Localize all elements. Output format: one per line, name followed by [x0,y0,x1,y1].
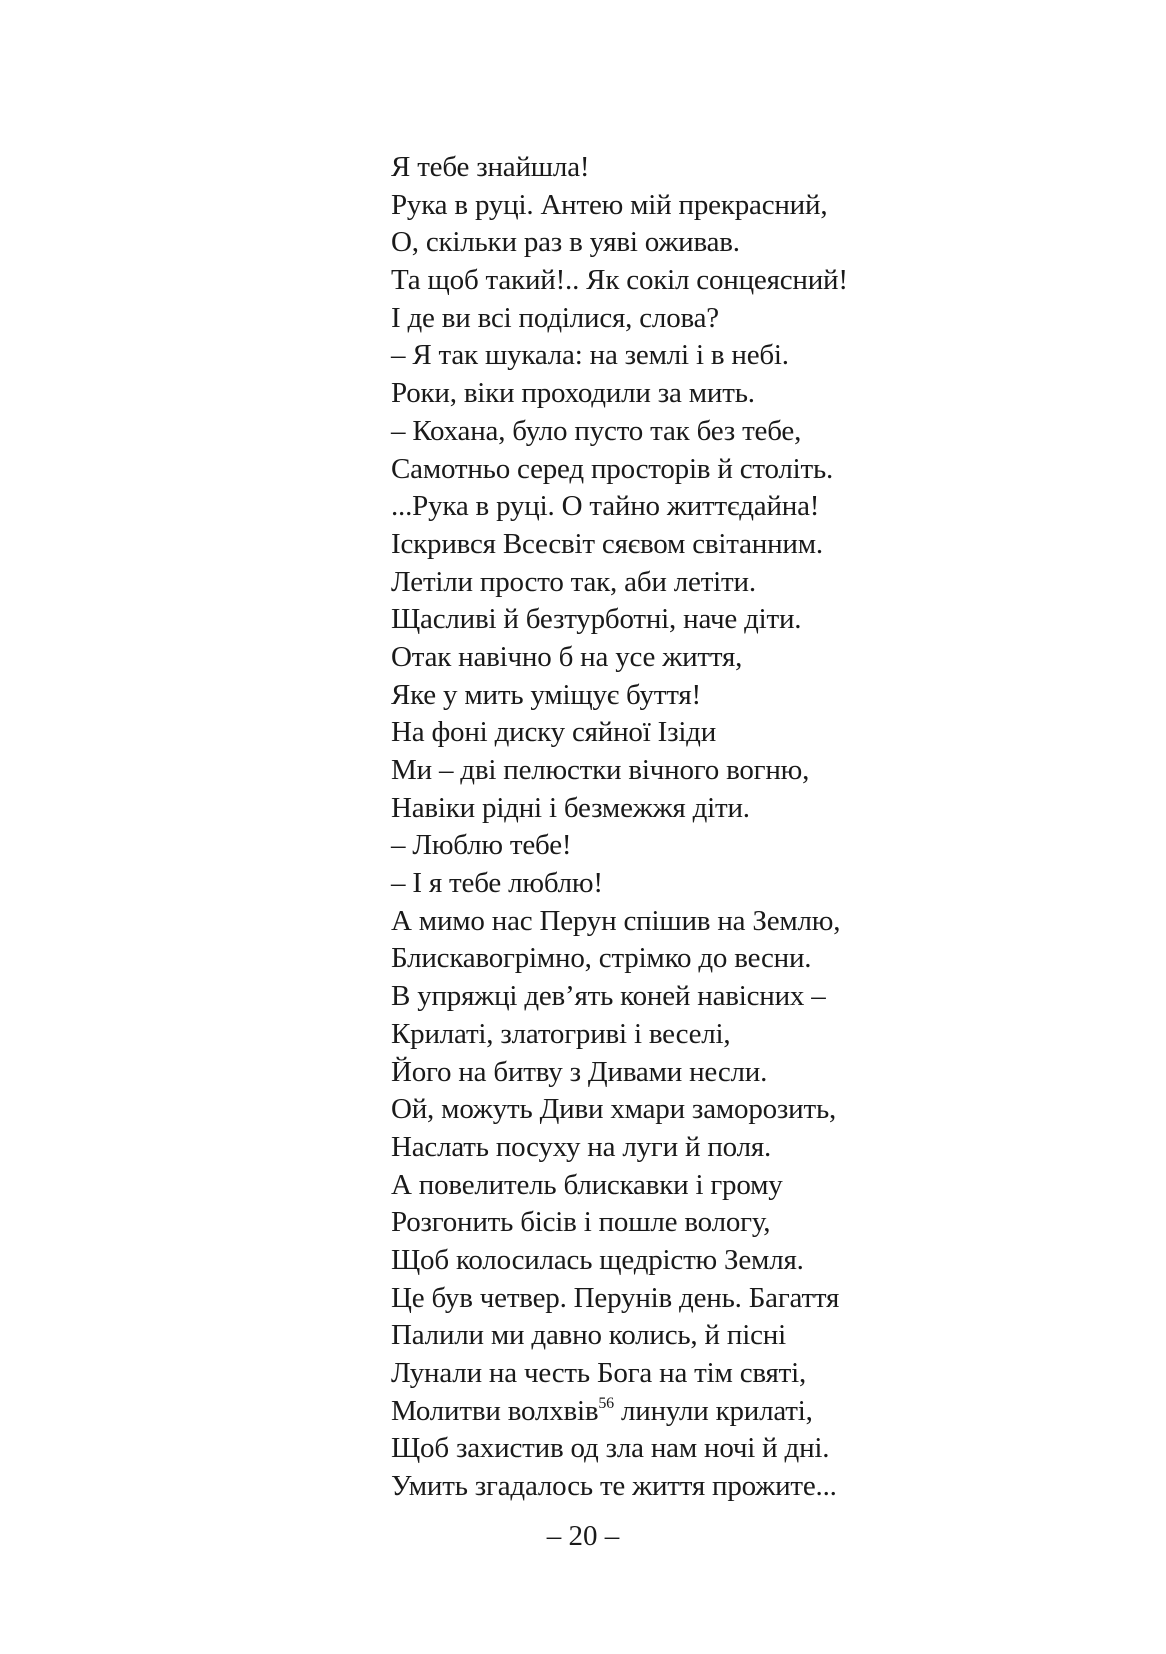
poem-line: Ми – дві пелюстки вічного вогню, [391,754,810,786]
poem-line: Рука в руці. Антею мій прекрасний, [391,188,828,221]
footnote-line-text: Молитви волхвів [391,1394,599,1427]
footnote-line-text: линули крилаті, [613,1394,813,1427]
poem-line: Яке у мить уміщує буття! [391,678,701,711]
poem-line: О, скільки раз в уяві оживав. [391,226,740,259]
poem-line: – Кохана, було пусто так без тебе, [391,414,802,447]
poem-line: Щоб захистив од зла нам ночі й дні. [391,1432,830,1465]
poem-line: Самотньо серед просторів й століть. [391,452,834,485]
poem-line: Крилаті, златогриві і веселі, [391,1017,731,1050]
poem-line: Та щоб такий!.. Як сокіл сонцеясний! [391,264,848,297]
poem-line: Навіки рідні і безмежжя діти. [391,791,750,824]
poem-line: А мимо нас Перун спішив на Землю, [391,904,841,937]
poem-line: – І я тебе люблю! [391,867,603,900]
footnote-marker: 56 [598,1394,614,1412]
poem-line: Щасливі й безтурботні, наче діти. [391,603,802,636]
poem-line: Лунали на честь Бога на тім святі, [391,1357,807,1389]
poem-line: В упряжці дев’ять коней навісних – [391,980,826,1013]
poem-line: На фоні диску сяйної Ізіди [391,716,717,749]
poem-line: Отак навічно б на усе життя, [391,640,743,673]
poem-line: Наслать посуху на луги й поля. [391,1130,772,1163]
poem-line: Я тебе знайшла! [391,151,590,183]
poem-line: Щоб колосилась щедрістю Земля. [391,1243,804,1276]
poem-line: А повелитель блискавки і грому [391,1168,783,1201]
poem-line: Палили ми давно колись, й пісні [391,1319,786,1352]
poem-line: Його на битву з Дивами несли. [391,1055,768,1088]
poem-line: І де ви всі поділися, слова? [391,301,719,334]
poem-line: Іскрився Всесвіт сяєвом світанним. [391,527,823,560]
poem-line: Розгонить бісів і пошле вологу, [391,1206,771,1239]
page-number: – 20 – [546,1520,620,1552]
poem-line-with-footnote [391,1393,951,1431]
poem-line: – Люблю тебе! [391,829,572,862]
poem-line: Блискавогрімно, стрімко до весни. [391,942,812,975]
poem-line: Умить згадалось те життя прожите... [391,1470,837,1503]
poem-line: ...Рука в руці. О тайно життєдайна! [391,490,820,523]
poem-line: Летіли просто так, аби летіти. [391,565,756,598]
poem-line: – Я так шукала: на землі і в небі. [391,339,789,372]
poem-text [391,149,951,1506]
poem-line: Це був четвер. Перунів день. Багаття [391,1281,840,1314]
poem-line: Ой, можуть Диви хмари заморозить, [391,1093,837,1126]
poem-line: Роки, віки проходили за мить. [391,377,755,410]
